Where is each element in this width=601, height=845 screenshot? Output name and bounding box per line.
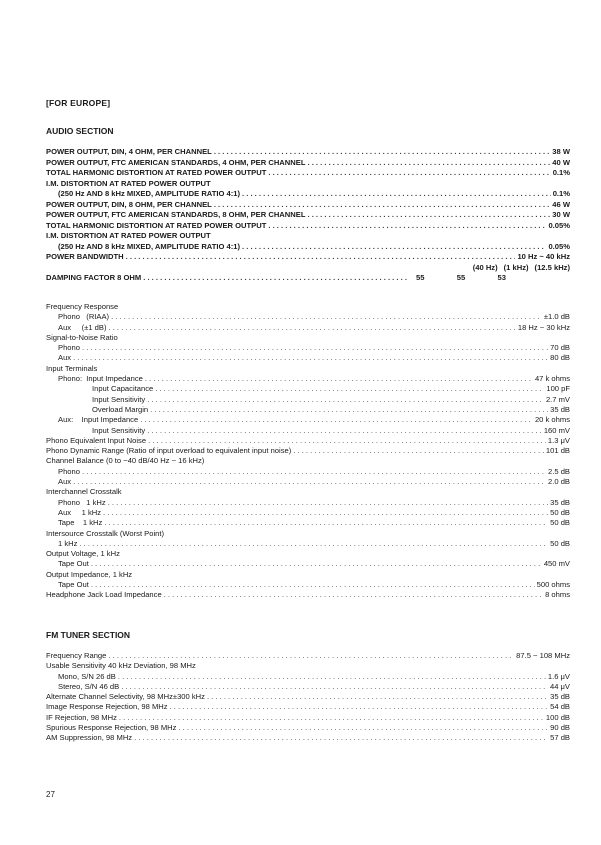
- spec-row: Phono Dynamic Range (Ratio of input overload to equivalent input noise) . . . 101 dB: [46, 446, 570, 456]
- fm-section-title: FM TUNER SECTION: [46, 630, 131, 640]
- audio-section-title: AUDIO SECTION: [46, 126, 114, 136]
- region-header: [FOR EUROPE]: [46, 98, 111, 108]
- spec-row: Phono: Input Impedance . . . 47 k ohms: [46, 374, 570, 384]
- spec-row: Aux . . . 80 dB: [46, 353, 570, 363]
- spec-row: Usable Sensitivity 40 kHz Deviation, 98 MHz: [46, 661, 196, 671]
- damping-freq-headers: (40 Hz) (1 kHz) (12.5 kHz): [472, 262, 570, 272]
- spec-row: Aux: Input Impedance . . . 20 k ohms: [46, 415, 570, 425]
- spec-row: Channel Balance (0 to −40 dB/40 Hz ~ 16 kHz): [46, 456, 205, 466]
- spec-row: Frequency Range . . . 87.5 ~ 108 MHz: [46, 651, 570, 661]
- spec-row: I.M. DISTORTION AT RATED POWER OUTPUT: [46, 178, 211, 188]
- spec-row: Output Voltage, 1 kHz: [46, 549, 120, 559]
- spec-row: Tape 1 kHz . . . 50 dB: [46, 518, 570, 528]
- spec-row: Input Sensitivity . . . 2.7 mV: [46, 395, 570, 405]
- spec-row: Tape Out . . . 450 mV: [46, 559, 570, 569]
- spec-row: Image Response Rejection, 98 MHz . . . 54 dB: [46, 702, 570, 712]
- spec-row: Aux (±1 dB) . . . 18 Hz ~ 30 kHz: [46, 323, 570, 333]
- spec-row: Spurious Response Rejection, 98 MHz . . . 90 dB: [46, 723, 570, 733]
- spec-row: Mono, S/N 26 dB . . . 1.6 μV: [46, 672, 570, 682]
- spec-row: Intersource Crosstalk (Worst Point): [46, 528, 165, 538]
- spec-row: TOTAL HARMONIC DISTORTION AT RATED POWER OUTPUT . . . 0.1%: [46, 168, 570, 179]
- spec-row: Input Capacitance . . . 100 pF: [46, 384, 570, 394]
- spec-row: Stereo, S/N 46 dB . . . 44 μV: [46, 682, 570, 692]
- spec-row: POWER OUTPUT, DIN, 4 OHM, PER CHANNEL . . . 38 W: [46, 147, 570, 158]
- spec-row: Headphone Jack Load Impedance . . . 8 ohms: [46, 590, 570, 600]
- audio-specs: [46, 302, 570, 601]
- spec-row: I.M. DISTORTION AT RATED POWER OUTPUT: [46, 231, 211, 240]
- page-number: 27: [46, 790, 55, 799]
- audio-bold-specs: [46, 147, 570, 284]
- spec-row: Phono . . . 70 dB: [46, 343, 570, 353]
- spec-row: (250 Hz AND 8 kHz MIXED, AMPLITUDE RATIO 4:1) . . . 0.05%: [46, 242, 570, 253]
- spec-row: POWER BANDWIDTH . . . 10 Hz ~ 40 kHz: [46, 252, 570, 263]
- spec-row: Signal-to-Noise Ratio: [46, 332, 118, 342]
- spec-row: Aux . . . 2.0 dB: [46, 477, 570, 487]
- fm-specs: [46, 651, 570, 744]
- spec-row: Alternate Channel Selectivity, 98 MHz±300 kHz . . . 35 dB: [46, 692, 570, 702]
- spec-row: Input Sensitivity . . . 160 mV: [46, 426, 570, 436]
- damping-factor-row: DAMPING FACTOR 8 OHM . . . 55 55 53: [46, 273, 506, 284]
- spec-row: Aux 1 kHz . . . 50 dB: [46, 508, 570, 518]
- spec-row: Interchannel Crosstalk: [46, 487, 122, 497]
- spec-row: Tape Out . . . 500 ohms: [46, 580, 570, 590]
- spec-row: (250 Hz AND 8 kHz MIXED, AMPLITUDE RATIO 4:1) . . . 0.1%: [46, 189, 570, 200]
- spec-row: Output Impedance, 1 kHz: [46, 569, 133, 579]
- spec-row: POWER OUTPUT, FTC AMERICAN STANDARDS, 4 OHM, PER CHANNEL . . . 40 W: [46, 158, 570, 169]
- spec-row: TOTAL HARMONIC DISTORTION AT RATED POWER OUTPUT . . . 0.05%: [46, 221, 570, 232]
- spec-row: 1 kHz . . . 50 dB: [46, 539, 570, 549]
- spec-row: Phono . . . 2.5 dB: [46, 467, 570, 477]
- spec-row: IF Rejection, 98 MHz . . . 100 dB: [46, 713, 570, 723]
- spec-row: Phono Equivalent Input Noise . . . 1.3 μV: [46, 436, 570, 446]
- spec-row: Phono (RIAA) . . . ±1.0 dB: [46, 312, 570, 322]
- spec-row: AM Suppression, 98 MHz . . . 57 dB: [46, 733, 570, 743]
- spec-row: Input Terminals: [46, 363, 98, 373]
- spec-row: POWER OUTPUT, DIN, 8 OHM, PER CHANNEL . . . 46 W: [46, 200, 570, 211]
- spec-row: Phono 1 kHz . . . 35 dB: [46, 498, 570, 508]
- spec-row: Overload Margin . . . 35 dB: [46, 405, 570, 415]
- spec-row: Frequency Response: [46, 302, 119, 311]
- spec-row: POWER OUTPUT, FTC AMERICAN STANDARDS, 8 OHM, PER CHANNEL . . . 30 W: [46, 210, 570, 221]
